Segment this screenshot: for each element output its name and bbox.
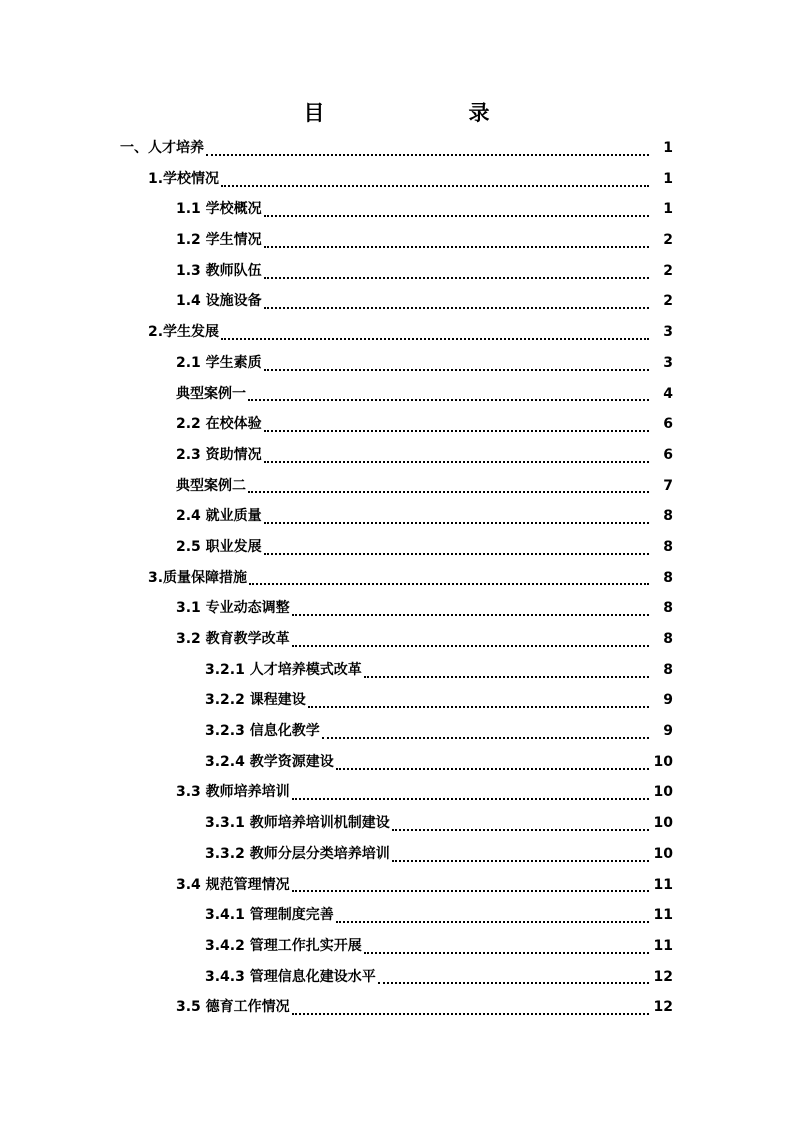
toc-entry[interactable]	[205, 839, 793, 870]
toc-entry-label: 3.2.2 课程建设	[205, 692, 306, 709]
toc-entry-label: 3.4 规范管理情况	[176, 876, 290, 893]
toc-page-number: 9	[663, 723, 673, 740]
toc-entry[interactable]	[205, 655, 793, 686]
toc-entry[interactable]	[176, 379, 793, 410]
dot-leader	[336, 767, 649, 770]
dot-leader	[364, 951, 649, 954]
toc-entry[interactable]	[176, 194, 793, 225]
toc-entry-label: 1.1 学校概况	[176, 201, 262, 218]
table-of-contents	[0, 133, 793, 1023]
toc-entry[interactable]	[205, 962, 793, 993]
toc-entry-label: 3.2.1 人才培养模式改革	[205, 661, 362, 678]
toc-page-number: 3	[663, 324, 673, 341]
toc-page-number: 4	[663, 385, 673, 402]
dot-leader	[264, 245, 649, 248]
toc-entry[interactable]	[148, 563, 793, 594]
toc-entry-label: 一、人才培养	[120, 140, 204, 156]
dot-leader	[249, 582, 649, 585]
toc-entry[interactable]	[176, 532, 793, 563]
dot-leader	[292, 613, 649, 616]
toc-page-number: 6	[663, 416, 673, 433]
toc-page-number: 8	[663, 631, 673, 647]
toc-page-number: 9	[663, 692, 673, 709]
toc-entry-label: 3.1 专业动态调整	[176, 600, 290, 617]
toc-page-number: 1	[663, 170, 673, 187]
toc-entry[interactable]	[176, 348, 793, 379]
dot-leader	[221, 184, 649, 187]
toc-title: 目 录	[303, 101, 524, 125]
toc-entry[interactable]	[176, 440, 793, 471]
toc-page-number: 8	[663, 661, 673, 678]
toc-page-number: 10	[653, 845, 673, 862]
dot-leader	[248, 490, 649, 493]
toc-entry[interactable]	[205, 931, 793, 962]
toc-entry[interactable]	[148, 317, 793, 348]
toc-entry-label: 典型案例二	[176, 477, 246, 494]
toc-entry[interactable]	[205, 716, 793, 747]
toc-page-number: 12	[653, 968, 673, 985]
toc-entry[interactable]	[176, 593, 793, 624]
toc-entry-label: 1.2 学生情况	[176, 232, 262, 249]
dot-leader	[264, 429, 649, 432]
toc-page-number: 8	[663, 508, 673, 525]
toc-page-number: 8	[663, 600, 673, 617]
toc-page-number: 3	[663, 354, 673, 371]
toc-entry-label: 3.5 德育工作情况	[176, 999, 290, 1016]
toc-entry[interactable]	[176, 256, 793, 287]
dot-leader	[322, 736, 649, 739]
toc-entry[interactable]	[176, 870, 793, 901]
toc-entry-label: 2.3 资助情况	[176, 446, 262, 463]
toc-entry-label: 3.3.1 教师培养培训机制建设	[205, 815, 390, 832]
dot-leader	[264, 214, 649, 217]
toc-page-number: 11	[653, 937, 673, 954]
dot-leader	[292, 889, 649, 892]
toc-page-number: 8	[663, 569, 673, 586]
toc-entry-label: 2.1 学生素质	[176, 354, 262, 371]
toc-entry-label: 3.4.3 管理信息化建设水平	[205, 968, 376, 985]
toc-entry[interactable]	[176, 471, 793, 502]
toc-entry-label: 3.2 教育教学改革	[176, 631, 290, 647]
toc-entry-label: 3.3.2 教师分层分类培养培训	[205, 845, 390, 862]
toc-page-number: 2	[663, 293, 673, 310]
toc-entry-label: 1.学校情况	[148, 170, 220, 187]
dot-leader	[336, 920, 649, 923]
toc-entry-label: 3.2.4 教学资源建设	[205, 753, 334, 770]
dot-leader	[264, 368, 649, 371]
toc-entry[interactable]	[176, 777, 793, 808]
toc-page-number: 11	[653, 876, 673, 893]
toc-entry-label: 3.质量保障措施	[148, 569, 248, 586]
toc-entry-label: 3.4.2 管理工作扎实开展	[205, 937, 362, 954]
toc-entry-label: 1.3 教师队伍	[176, 262, 262, 279]
toc-page-number: 1	[663, 201, 673, 218]
dot-leader	[221, 337, 649, 340]
toc-page-number: 11	[653, 907, 673, 924]
toc-page-number: 2	[663, 232, 673, 249]
dot-leader	[292, 1012, 649, 1015]
toc-entry[interactable]	[176, 409, 793, 440]
toc-entry-label: 典型案例一	[176, 385, 246, 402]
toc-entry[interactable]	[176, 225, 793, 256]
toc-page-number: 10	[653, 753, 673, 770]
dot-leader	[206, 153, 649, 156]
toc-page-number: 10	[653, 784, 673, 801]
dot-leader	[264, 521, 649, 524]
dot-leader	[392, 859, 649, 862]
toc-page-number: 2	[663, 262, 673, 279]
dot-leader	[264, 276, 649, 279]
toc-entry-label: 3.4.1 管理制度完善	[205, 907, 334, 924]
dot-leader	[292, 644, 649, 647]
toc-entry[interactable]	[205, 685, 793, 716]
toc-entry[interactable]	[205, 900, 793, 931]
toc-entry[interactable]	[205, 747, 793, 778]
dot-leader	[364, 675, 649, 678]
toc-entry-label: 1.4 设施设备	[176, 293, 262, 310]
toc-entry-label: 3.2.3 信息化教学	[205, 723, 320, 740]
toc-entry-label: 2.4 就业质量	[176, 508, 262, 525]
dot-leader	[308, 705, 649, 708]
toc-entry[interactable]	[176, 286, 793, 317]
toc-entry-label: 2.学生发展	[148, 324, 220, 341]
toc-entry[interactable]	[176, 992, 793, 1023]
toc-page-number: 8	[663, 538, 673, 555]
dot-leader	[248, 398, 649, 401]
toc-page-number: 1	[663, 140, 673, 156]
dot-leader	[264, 306, 649, 309]
toc-entry[interactable]	[176, 624, 793, 655]
toc-page-number: 6	[663, 446, 673, 463]
toc-entry[interactable]	[205, 808, 793, 839]
toc-entry-label: 3.3 教师培养培训	[176, 784, 290, 801]
toc-page-number: 10	[653, 815, 673, 832]
toc-page-number: 12	[653, 999, 673, 1016]
dot-leader	[264, 552, 649, 555]
toc-entry[interactable]	[120, 133, 793, 164]
toc-page-number: 7	[663, 477, 673, 494]
toc-entry-label: 2.5 职业发展	[176, 538, 262, 555]
toc-entry[interactable]	[176, 501, 793, 532]
dot-leader	[264, 460, 649, 463]
dot-leader	[292, 797, 649, 800]
dot-leader	[378, 981, 649, 984]
toc-entry-label: 2.2 在校体验	[176, 416, 262, 433]
dot-leader	[392, 828, 649, 831]
toc-entry[interactable]	[148, 164, 793, 195]
